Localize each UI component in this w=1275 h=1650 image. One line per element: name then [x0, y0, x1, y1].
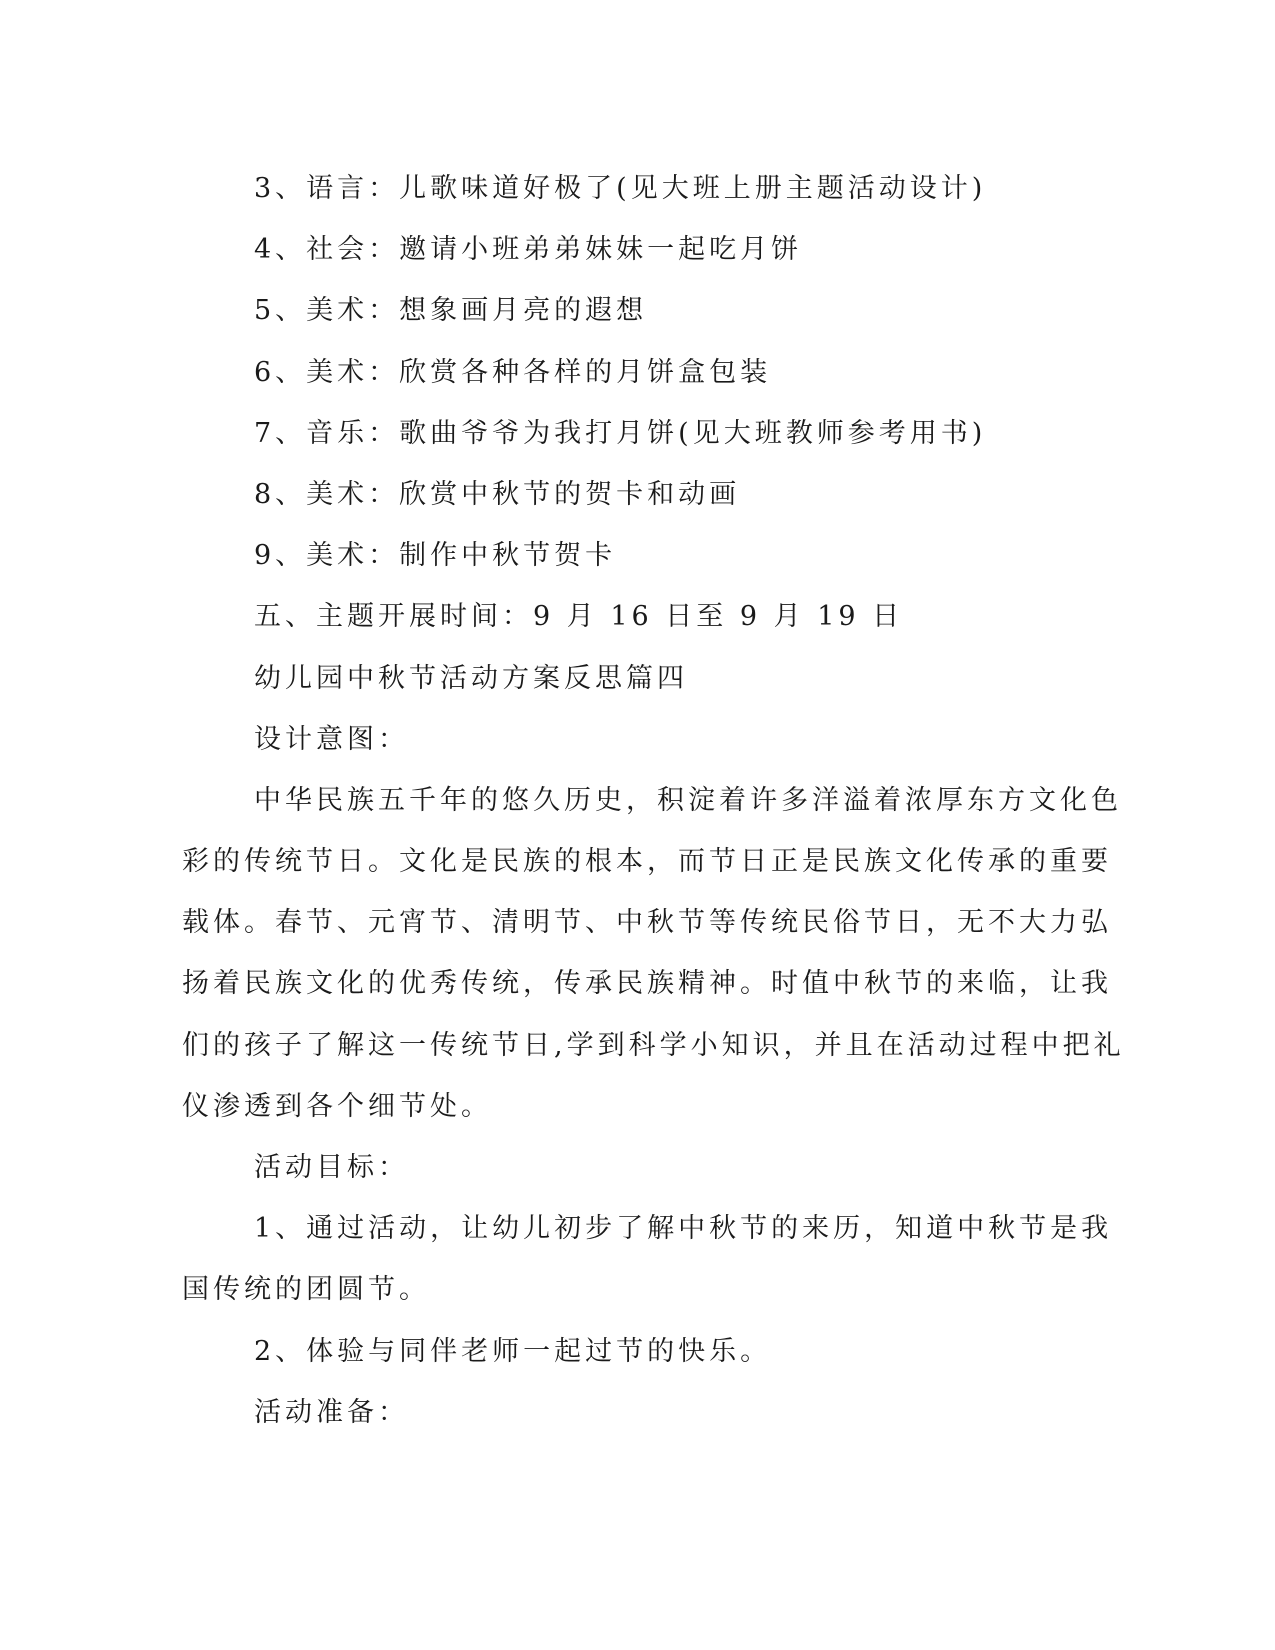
- goal-2: 2、体验与同伴老师一起过节的快乐。: [254, 1335, 772, 1367]
- paragraph-line: 彩的传统节日。文化是民族的根本，而节日正是民族文化传承的重要: [182, 846, 1112, 878]
- paragraph-line: 仪渗透到各个细节处。: [182, 1090, 492, 1122]
- list-item-6: 6、美术：欣赏各种各样的月饼盒包装: [254, 356, 772, 388]
- paragraph-line: 载体。春节、元宵节、清明节、中秋节等传统民俗节日，无不大力弘: [182, 907, 1112, 939]
- section-title: 幼儿园中秋节活动方案反思篇四: [254, 662, 688, 694]
- list-item-8: 8、美术：欣赏中秋节的贺卡和动画: [254, 478, 741, 510]
- paragraph-line: 1、通过活动，让幼儿初步了解中秋节的来历，知道中秋节是我: [254, 1213, 1113, 1245]
- design-intent-heading: 设计意图：: [254, 723, 409, 755]
- paragraph-line: 扬着民族文化的优秀传统，传承民族精神。时值中秋节的来临，让我: [182, 968, 1112, 1000]
- preparation-heading: 活动准备：: [254, 1396, 409, 1428]
- document-body: [182, 158, 1125, 1443]
- list-item-9: 9、美术：制作中秋节贺卡: [254, 540, 617, 572]
- paragraph-line: 们的孩子了解这一传统节日,学到科学小知识，并且在活动过程中把礼: [182, 1029, 1125, 1061]
- goal-1-paragraph: [182, 1198, 1113, 1320]
- list-item-5: 5、美术：想象画月亮的遐想: [254, 295, 648, 327]
- design-intent-paragraph: [182, 770, 1125, 1137]
- list-item-4: 4、社会：邀请小班弟弟妹妹一起吃月饼: [254, 234, 803, 266]
- paragraph-line: 中华民族五千年的悠久历史，积淀着许多洋溢着浓厚东方文化色: [254, 784, 1122, 816]
- goals-heading: 活动目标：: [254, 1152, 409, 1184]
- paragraph-line: 国传统的团圆节。: [182, 1274, 430, 1306]
- list-item-7: 7、音乐：歌曲爷爷为我打月饼(见大班教师参考用书): [254, 417, 987, 449]
- schedule-line: 五、主题开展时间：9 月 16 日至 9 月 19 日: [254, 601, 904, 633]
- list-item-3: 3、语言：儿歌味道好极了(见大班上册主题活动设计): [254, 173, 987, 204]
